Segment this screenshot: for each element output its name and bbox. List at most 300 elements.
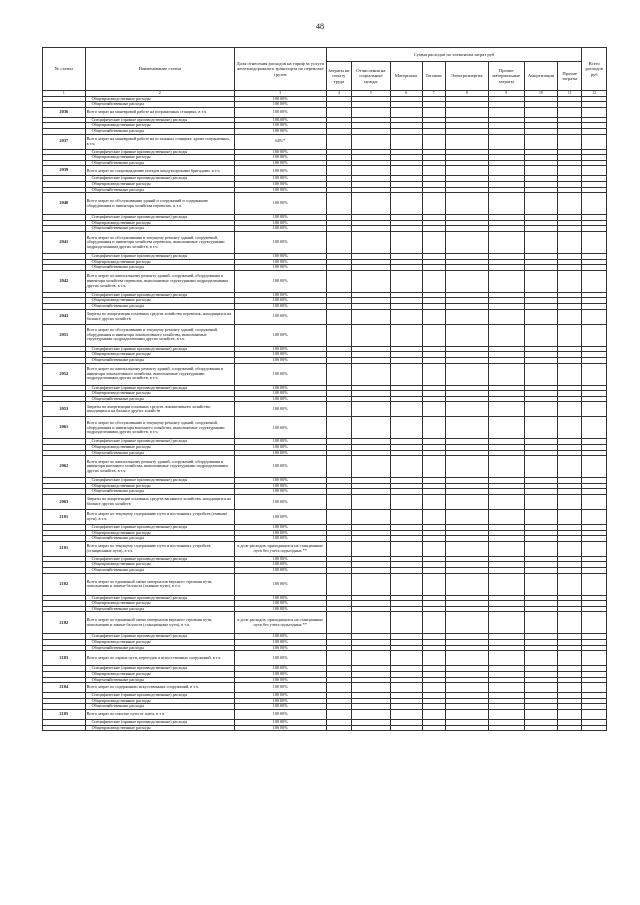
amount-cell: [582, 107, 607, 117]
amount-cell: [582, 232, 607, 254]
article-name: Специфические (прямые производственные) расходы: [85, 292, 234, 298]
share-value: 100 00%: [234, 562, 326, 568]
amount-cell: [445, 510, 488, 525]
article-name: Специфические (прямые производственные) расходы: [85, 595, 234, 601]
article-code: 2040: [43, 193, 86, 215]
article-name: Специфические (прямые производственные) расходы: [85, 346, 234, 352]
table-row: [43, 651, 607, 666]
share-value: 100 00%: [234, 181, 326, 187]
table-row: [43, 683, 607, 693]
table-row: [43, 495, 607, 510]
amount-cell: [352, 417, 390, 439]
article-code: 2061: [43, 417, 86, 439]
amount-cell: [445, 709, 488, 719]
share-value: 100 00%: [234, 483, 326, 489]
amount-cell: [445, 683, 488, 693]
amount-cell: [390, 612, 422, 634]
amount-cell: [557, 541, 582, 556]
article-name: Всего затрат по единичной смене материалов верхнего строения пути, пополнению и замене балласта (станционные пути), в т.ч.: [85, 612, 234, 634]
article-name: Специфические (прямые производственные) расходы: [85, 525, 234, 531]
amount-cell: [582, 495, 607, 510]
amount-cell: [488, 193, 524, 215]
column-number: 12: [582, 91, 607, 97]
amount-cell: [582, 612, 607, 634]
article-code: 2104: [43, 683, 86, 693]
amount-cell: [390, 363, 422, 385]
article-name: Общепроизводственные расходы: [85, 725, 234, 731]
article-name: Общехозяйственные расходы: [85, 536, 234, 542]
article-name: Всего затрат по текущему содержанию пути и постоянных устройств (главные пути), в т.ч.: [85, 510, 234, 525]
amount-cell: [445, 612, 488, 634]
amount-cell: [326, 573, 352, 595]
amount-cell: [326, 232, 352, 254]
article-name: Общехозяйственные расходы: [85, 226, 234, 232]
amount-cell: [488, 270, 524, 292]
amount-cell: [326, 270, 352, 292]
article-name: Общепроизводственные расходы: [85, 220, 234, 226]
amount-cell: [524, 612, 557, 634]
share-value: 100 00%: [234, 601, 326, 607]
article-name: Общепроизводственные расходы: [85, 562, 234, 568]
article-name: Всего затрат по капитальному ремонту зданий, сооружений, оборудования и инвентаря хозяйства перевозок, выполняемые структурными подразделениями других хозяйств, в т.ч.: [85, 270, 234, 292]
amount-cell: [557, 232, 582, 254]
share-value: 100 00%: [234, 391, 326, 397]
header-element: Топливо: [422, 62, 445, 91]
header-element: Амортизация: [524, 62, 557, 91]
share-value: 100 00%: [234, 396, 326, 402]
share-value: 100 00%: [234, 666, 326, 672]
amount-cell: [557, 134, 582, 149]
amount-cell: [422, 683, 445, 693]
amount-cell: [445, 324, 488, 346]
article-name: Специфические (прямые производственные) расходы: [85, 215, 234, 221]
share-value: 100 00%: [234, 176, 326, 182]
article-name: Специфические (прямые производственные) расходы: [85, 149, 234, 155]
article-name: Общехозяйственные расходы: [85, 568, 234, 574]
header-element: Затраты на оплату труда: [326, 62, 352, 91]
article-name: Общепроизводственные расходы: [85, 483, 234, 489]
amount-cell: [326, 456, 352, 478]
amount-cell: [582, 309, 607, 324]
amount-cell: [445, 651, 488, 666]
amount-cell: [557, 363, 582, 385]
article-name: Общехозяйственные расходы: [85, 357, 234, 363]
article-name: Общехозяйственные расходы: [85, 304, 234, 310]
amount-cell: [352, 510, 390, 525]
share-value: 100 00%: [234, 450, 326, 456]
amount-cell: [582, 456, 607, 478]
article-code: 2103: [43, 651, 86, 666]
amount-cell: [326, 309, 352, 324]
amount-cell: [488, 495, 524, 510]
table-row: [43, 232, 607, 254]
amount-cell: [488, 709, 524, 719]
share-value: 100 00%: [234, 385, 326, 391]
article-name: Общехозяйственные расходы: [85, 704, 234, 710]
table-row: [43, 363, 607, 385]
share-value: 100 00%: [234, 352, 326, 358]
table-row: [43, 709, 607, 719]
amount-cell: [582, 709, 607, 719]
amount-cell: [390, 573, 422, 595]
article-name: Всего затрат по сопровождению поездов кондукторскими бригадами, в т.ч.: [85, 166, 234, 176]
share-value: 100 00%: [234, 96, 326, 102]
article-name: Всего затрат по обслуживанию и текущему ремонту зданий, сооружений, оборудования и инвентаря хозяйства перевозок, выполняемые структурными подразделениями других хозяйств, в т.ч.: [85, 232, 234, 254]
amount-cell: [582, 541, 607, 556]
article-name: Общехозяйственные расходы: [85, 102, 234, 108]
amount-cell: [422, 324, 445, 346]
article-name: Всего затрат по обслуживанию и текущему ремонту зданий, сооружений, оборудования и инвентаря вагонного хозяйства, выполняемые структурными подразделениями других хозяйств, в т.ч.: [85, 417, 234, 439]
amount-cell: [326, 612, 352, 634]
table-row: [43, 270, 607, 292]
article-name: Общепроизводственные расходы: [85, 181, 234, 187]
article-name: Специфические (прямые производственные) расходы: [85, 176, 234, 182]
share-value: 100 00%: [234, 187, 326, 193]
amount-cell: [445, 725, 488, 731]
amount-cell: [524, 166, 557, 176]
amount-cell: [445, 456, 488, 478]
article-code: 2105: [43, 709, 86, 719]
amount-cell: [352, 683, 390, 693]
share-value: 100 00%: [234, 634, 326, 640]
amount-cell: [326, 651, 352, 666]
amount-cell: [488, 612, 524, 634]
amount-cell: [326, 134, 352, 149]
share-value: 100 00%: [234, 693, 326, 699]
amount-cell: [445, 309, 488, 324]
amount-cell: [557, 651, 582, 666]
header-col-group: Сумма расходов по элементам затрат руб: [326, 48, 582, 62]
amount-cell: [524, 541, 557, 556]
article-code: 2063: [43, 495, 86, 510]
share-value: 100 00%: [234, 270, 326, 292]
amount-cell: [352, 270, 390, 292]
amount-cell: [422, 232, 445, 254]
amount-cell: [422, 510, 445, 525]
table-row: [43, 510, 607, 525]
amount-cell: [524, 456, 557, 478]
amount-cell: [582, 683, 607, 693]
amount-cell: [524, 402, 557, 417]
share-value: 100 00%: [234, 573, 326, 595]
share-value: 100 00%: [234, 478, 326, 484]
share-value: 100 00%: [234, 220, 326, 226]
amount-cell: [524, 270, 557, 292]
amount-cell: [557, 495, 582, 510]
share-value: 100 00%: [234, 510, 326, 525]
amount-cell: [488, 456, 524, 478]
amount-cell: [557, 309, 582, 324]
amount-cell: [352, 232, 390, 254]
article-name: Общепроизводственные расходы: [85, 391, 234, 397]
share-value: 100 00%: [234, 556, 326, 562]
amount-cell: [422, 107, 445, 117]
share-value: 100 00%: [234, 304, 326, 310]
amount-cell: [352, 573, 390, 595]
share-value: 100 00%: [234, 444, 326, 450]
header-col-total: Всего расходов руб: [582, 48, 607, 91]
article-code: 2053: [43, 402, 86, 417]
amount-cell: [488, 541, 524, 556]
amount-cell: [390, 541, 422, 556]
amount-cell: [352, 363, 390, 385]
table-row: [43, 134, 607, 149]
amount-cell: [390, 134, 422, 149]
amount-cell: [445, 363, 488, 385]
amount-cell: [326, 166, 352, 176]
cost-table: [42, 47, 607, 731]
amount-cell: [488, 309, 524, 324]
table-row: [43, 541, 607, 556]
amount-cell: [488, 324, 524, 346]
amount-cell: [352, 541, 390, 556]
amount-cell: [390, 193, 422, 215]
share-value: 100 00%: [234, 226, 326, 232]
amount-cell: [557, 573, 582, 595]
column-number: 3: [234, 91, 326, 97]
amount-cell: [422, 270, 445, 292]
column-number: 2: [85, 91, 234, 97]
share-value: в доле расходов, приходящихся на станционные пути без учета подъездных **: [234, 541, 326, 556]
amount-cell: [326, 510, 352, 525]
share-value: 100 00%: [234, 439, 326, 445]
article-name: Общехозяйственные расходы: [85, 160, 234, 166]
share-value: 100 00%: [234, 166, 326, 176]
share-value: 100 00%: [234, 149, 326, 155]
article-name: Общехозяйственные расходы: [85, 128, 234, 134]
amount-cell: [557, 193, 582, 215]
article-name: Общепроизводственные расходы: [85, 155, 234, 161]
share-value: 100 00%: [234, 536, 326, 542]
header-col-no: № статьи: [43, 48, 86, 91]
amount-cell: [326, 417, 352, 439]
amount-cell: [524, 709, 557, 719]
amount-cell: [524, 510, 557, 525]
amount-cell: [488, 683, 524, 693]
amount-cell: [422, 612, 445, 634]
amount-cell: [445, 166, 488, 176]
amount-cell: [390, 510, 422, 525]
amount-cell: [390, 166, 422, 176]
amount-cell: [390, 309, 422, 324]
amount-cell: [582, 417, 607, 439]
amount-cell: [352, 456, 390, 478]
amount-cell: [352, 495, 390, 510]
article-code: 2102: [43, 573, 86, 595]
amount-cell: [524, 725, 557, 731]
amount-cell: [488, 134, 524, 149]
amount-cell: [422, 495, 445, 510]
amount-cell: [582, 510, 607, 525]
share-value: 100 00%: [234, 102, 326, 108]
header-col-share: Доля отнесения расходов на тариф за услуги железнодорожного транспорта по перевозке грузов: [234, 48, 326, 91]
amount-cell: [352, 709, 390, 719]
amount-cell: [557, 417, 582, 439]
article-name: Специфические (прямые производственные) расходы: [85, 693, 234, 699]
amount-cell: [390, 417, 422, 439]
amount-cell: [557, 683, 582, 693]
column-number: 7: [422, 91, 445, 97]
amount-cell: [557, 612, 582, 634]
amount-cell: [390, 324, 422, 346]
article-name: Общепроизводственные расходы: [85, 640, 234, 646]
column-number: 5: [352, 91, 390, 97]
amount-cell: [352, 193, 390, 215]
article-code: 2041: [43, 232, 86, 254]
amount-cell: [557, 709, 582, 719]
article-code: 2042: [43, 270, 86, 292]
article-name: Специфические (прямые производственные) расходы: [85, 556, 234, 562]
share-value: 100 00%: [234, 683, 326, 693]
amount-cell: [524, 363, 557, 385]
share-value: 100 00%: [234, 346, 326, 352]
share-value: 100 00%: [234, 417, 326, 439]
article-code: 2036: [43, 107, 86, 117]
amount-cell: [422, 134, 445, 149]
share-value: 100 00%: [234, 254, 326, 260]
article-name: Всего затрат по капитальному ремонту зданий, сооружений, оборудования и инвентаря вагонного хозяйства, выполняемые структурными подразделениями других хозяйств, в т.ч.: [85, 456, 234, 478]
amount-cell: [557, 270, 582, 292]
article-name: Общепроизводственные расходы: [85, 298, 234, 304]
header-col-name: Наименование статьи: [85, 48, 234, 91]
share-value: 100 00%: [234, 456, 326, 478]
share-value: 100 00%: [234, 357, 326, 363]
header-element: Прочие затраты: [557, 62, 582, 91]
amount-cell: [326, 324, 352, 346]
amount-cell: [390, 725, 422, 731]
header-element: Электроэнергия: [445, 62, 488, 91]
share-value: 100 00%: [234, 128, 326, 134]
amount-cell: [524, 324, 557, 346]
article-name: Специфические (прямые производственные) расходы: [85, 254, 234, 260]
amount-cell: [390, 232, 422, 254]
amount-cell: [557, 166, 582, 176]
amount-cell: [390, 495, 422, 510]
amount-cell: [557, 324, 582, 346]
article-name: Всего затрат по обслуживанию зданий и сооружений и содержанию оборудования и инвентаря хозяйства перевозок, в т.ч.: [85, 193, 234, 215]
amount-cell: [422, 725, 445, 731]
amount-cell: [326, 683, 352, 693]
share-value: 100 00%: [234, 309, 326, 324]
table-row: [43, 166, 607, 176]
article-code: 2101: [43, 541, 86, 556]
article-name: Специфические (прямые производственные) расходы: [85, 634, 234, 640]
amount-cell: [445, 232, 488, 254]
column-number: 1: [43, 91, 86, 97]
amount-cell: [557, 510, 582, 525]
article-name: Затраты по амортизации основных средств локомотивного хозяйства, находящихся на балансе других хозяйств: [85, 402, 234, 417]
amount-cell: [582, 193, 607, 215]
amount-cell: [524, 134, 557, 149]
amount-cell: [352, 166, 390, 176]
amount-cell: [422, 709, 445, 719]
amount-cell: [445, 573, 488, 595]
amount-cell: [557, 402, 582, 417]
amount-cell: [422, 363, 445, 385]
article-name: Общехозяйственные расходы: [85, 265, 234, 271]
amount-cell: [422, 402, 445, 417]
share-value: 100 00%: [234, 259, 326, 265]
article-code: 2043: [43, 309, 86, 324]
amount-cell: [524, 683, 557, 693]
amount-cell: [352, 309, 390, 324]
share-value: 100 00%: [234, 719, 326, 725]
column-number: 9: [488, 91, 524, 97]
amount-cell: [488, 510, 524, 525]
amount-cell: [352, 402, 390, 417]
share-value: 100 00%: [234, 107, 326, 117]
amount-cell: [488, 651, 524, 666]
share-value: 100 00%: [234, 640, 326, 646]
amount-cell: [524, 309, 557, 324]
share-value: 100 00%: [234, 525, 326, 531]
header-element: Материалы: [390, 62, 422, 91]
article-name: Всего затрат по единичной смене материалов верхнего строения пути, пополнению и замене балласта (главные пути), в т.ч.: [85, 573, 234, 595]
table-row: [43, 324, 607, 346]
header-element: Прочие материальные затраты: [488, 62, 524, 91]
article-name: Специфические (прямые производственные) расходы: [85, 478, 234, 484]
amount-cell: [326, 495, 352, 510]
share-value: 100 00%: [234, 265, 326, 271]
amount-cell: [422, 573, 445, 595]
article-name: Всего затрат по охране пути, переездов и искусственных сооружений, в т.ч.: [85, 651, 234, 666]
amount-cell: [445, 417, 488, 439]
share-value: 100 00%: [234, 568, 326, 574]
share-value: 100 00%: [234, 298, 326, 304]
table-row: [43, 309, 607, 324]
amount-cell: [422, 541, 445, 556]
amount-cell: [422, 193, 445, 215]
table-row: [43, 107, 607, 117]
amount-cell: [488, 363, 524, 385]
amount-cell: [488, 166, 524, 176]
amount-cell: [524, 417, 557, 439]
amount-cell: [352, 107, 390, 117]
share-value: 100 00%: [234, 677, 326, 683]
amount-cell: [326, 541, 352, 556]
column-number: 4: [326, 91, 352, 97]
article-name: Общепроизводственные расходы: [85, 698, 234, 704]
header-element: Отчисления на социальные нужды: [352, 62, 390, 91]
article-name: Всего затрат по текущему содержанию пути и постоянных устройств (станционные пути), в т.ч.: [85, 541, 234, 556]
amount-cell: [582, 651, 607, 666]
amount-cell: [352, 651, 390, 666]
article-name: Всего затрат по капитальному ремонту зданий, сооружений, оборудования и инвентаря локомотивного хозяйства, выполняемые структурными подразделениями других хозяйств, в т.ч.: [85, 363, 234, 385]
article-name: Всего затрат по очистке пути от снега, в т.ч.: [85, 709, 234, 719]
article-name: Общехозяйственные расходы: [85, 677, 234, 683]
amount-cell: [390, 270, 422, 292]
article-name: Специфические (прямые производственные) расходы: [85, 117, 234, 123]
table-row: [43, 725, 607, 731]
article-code: 2051: [43, 324, 86, 346]
amount-cell: [582, 363, 607, 385]
amount-cell: [524, 573, 557, 595]
amount-cell: [326, 725, 352, 731]
article-name: Специфические (прямые производственные) расходы: [85, 666, 234, 672]
article-name: Общепроизводственные расходы: [85, 123, 234, 129]
article-name: Общепроизводственные расходы: [85, 601, 234, 607]
column-number: 11: [557, 91, 582, 97]
article-name: Общехозяйственные расходы: [85, 187, 234, 193]
amount-cell: [488, 232, 524, 254]
article-name: Всего затрат по обслуживанию и текущему ремонту зданий, сооружений, оборудования и инвентаря локомотивного хозяйства, выполняемые структурными подразделениями других хозяйств, в т.ч.: [85, 324, 234, 346]
share-value: 100 00%: [234, 215, 326, 221]
amount-cell: [390, 709, 422, 719]
amount-cell: [390, 456, 422, 478]
amount-cell: [445, 270, 488, 292]
amount-cell: [445, 193, 488, 215]
article-name: Общепроизводственные расходы: [85, 352, 234, 358]
